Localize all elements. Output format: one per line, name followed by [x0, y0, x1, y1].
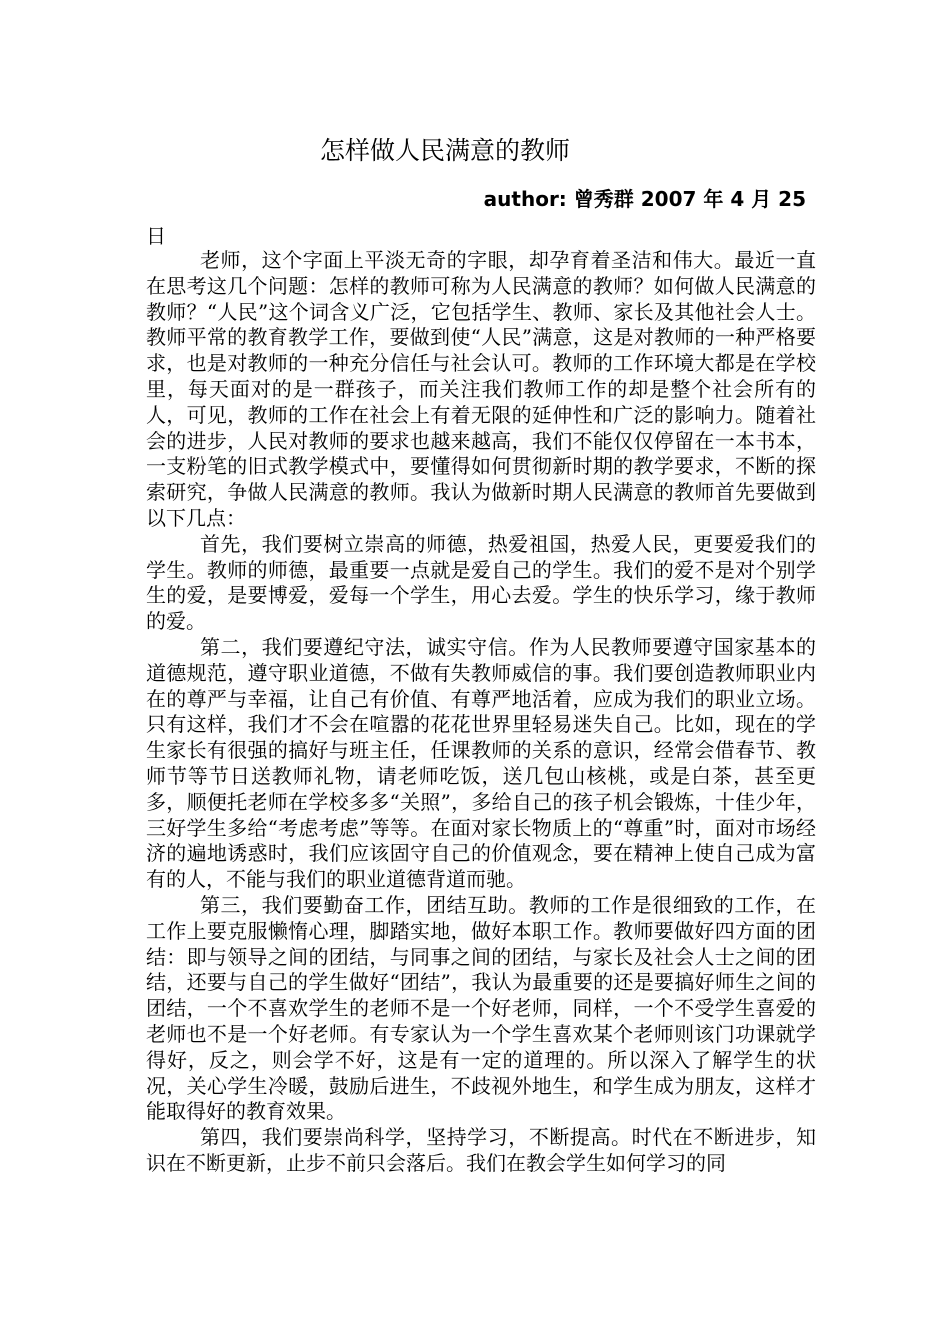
article-body [146, 248, 816, 1177]
paragraph-second-point: 第二，我们要遵纪守法，诚实守信。作为人民教师要遵守国家基本的道德规范，遵守职业道德，不做有失教师威信的事。我们要创造教师职业内在的尊严与幸福，让自己有价值、有尊严地活着，应成为我们的职业立场。只有这样，我们才不会在喧嚣的花花世界里轻易迷失自己。比如，现在的学生家长有很强的搞好与班主任，任课教师的关系的意识，经常会借春节、教师节等节日送教师礼物，请老师吃饭，送几包山核桃，或是白茶，甚至更多，顺便托老师在学校多多“关照”，多给自己的孩子机会锻炼，十佳少年，三好学生多给“考虑考虑”等等。在面对家长物质上的“尊重”时，面对市场经济的遍地诱惑时，我们应该固守自己的价值观念，要在精神上使自己成为富有的人，不能与我们的职业道德背道而驰。 [146, 634, 816, 892]
paragraph-first-point: 首先，我们要树立崇高的师德，热爱祖国，热爱人民，更要爱我们的学生。教师的师德，最重要一点就是爱自己的学生。我们的爱不是对个别学生的爱，是要博爱，爱每一个学生，用心去爱。学生的快乐学习，缘于教师的爱。 [146, 531, 816, 634]
paragraph-third-point: 第三，我们要勤奋工作，团结互助。教师的工作是很细致的工作，在工作上要克服懒惰心理，脚踏实地，做好本职工作。教师要做好四方面的团结：即与领导之间的团结，与同事之间的团结，与家长及社会人士之间的团结，还要与自己的学生做好“团结”，我认为最重要的还是要搞好师生之间的团结，一个不喜欢学生的老师不是一个好老师，同样，一个不受学生喜爱的老师也不是一个好老师。有专家认为一个学生喜欢某个老师则该门功课就学得好，反之，则会学不好，这是有一定的道理的。所以深入了解学生的状况，关心学生冷暖，鼓励后进生，不歧视外地生，和学生成为朋友，这样才能取得好的教育效果。 [146, 892, 816, 1124]
paragraph-fourth-point: 第四，我们要崇尚科学，坚持学习，不断提高。时代在不断进步，知识在不断更新，止步不前只会落后。我们在教会学生如何学习的同 [146, 1125, 816, 1175]
author-date-line: author: 曾秀群 2007 年 4 月 25 [483, 187, 806, 211]
document-title: 怎样做人民满意的教师 [319, 136, 570, 165]
paragraph-intro: 老师，这个字面上平淡无奇的字眼，却孕育着圣洁和伟大。最近一直在思考这几个问题：怎样的教师可称为人民满意的教师？如何做人民满意的教师？“人民”这个词含义广泛，它包括学生、教师、家长及其他社会人士。教师平常的教育教学工作，要做到使“人民”满意，这是对教师的一种严格要求，也是对教师的一种充分信任与社会认可。教师的工作环境大都是在学校里，每天面对的是一群孩子，而关注我们教师工作的却是整个社会所有的人，可见，教师的工作在社会上有着无限的延伸性和广泛的影响力。随着社会的进步，人民对教师的要求也越来越高，我们不能仅仅停留在一本书本，一支粉笔的旧式教学模式中，要懂得如何贯彻新时期的教学要求，不断的探索研究，争做人民满意的教师。我认为做新时期人民满意的教师首先要做到以下几点： [146, 248, 816, 530]
author-date-line-continuation: 日 [146, 224, 166, 248]
